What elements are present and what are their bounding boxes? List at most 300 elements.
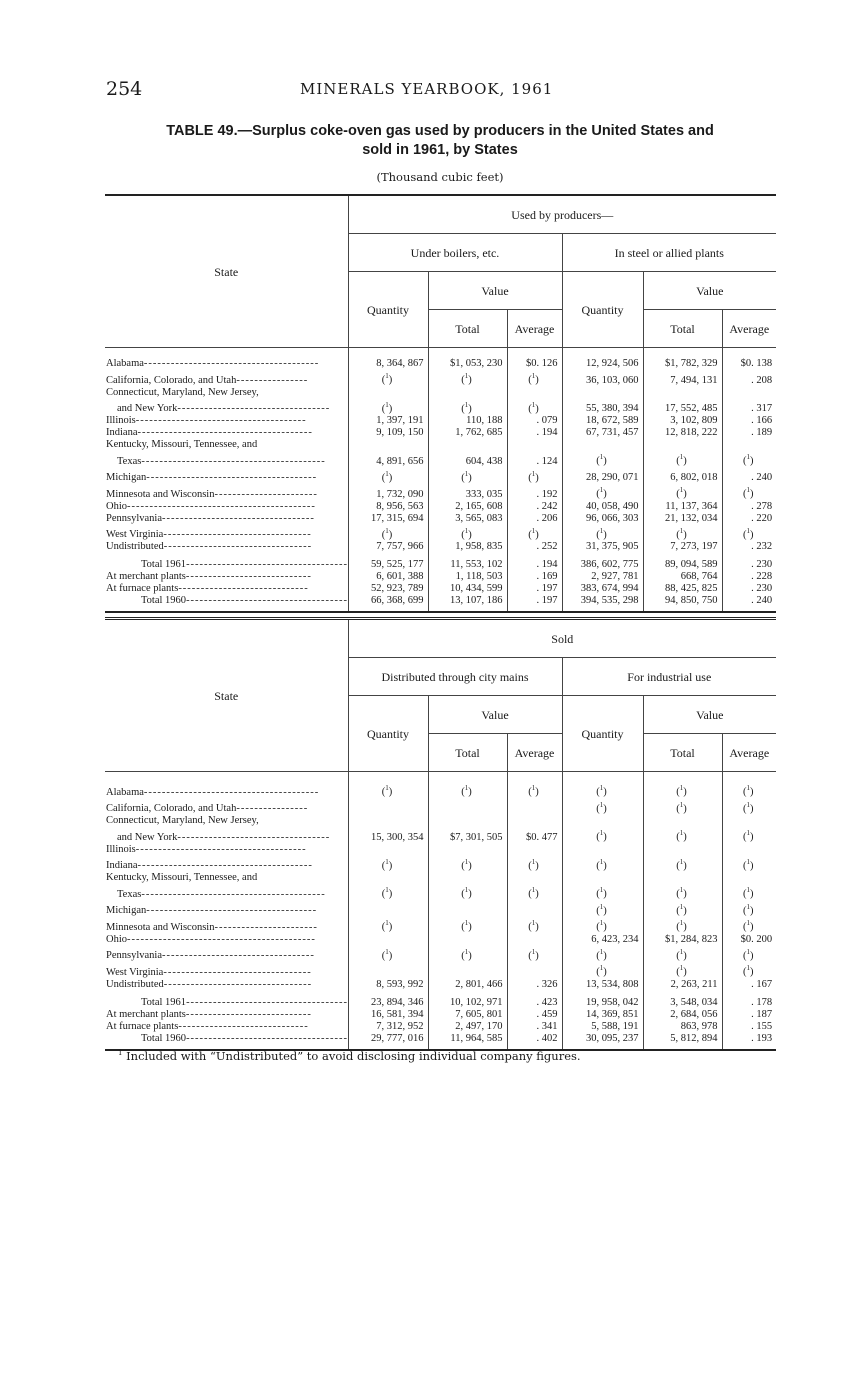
table-cell: [722, 815, 776, 827]
table-cell: 18, 672, 589: [562, 415, 643, 427]
row-label: Minnesota and Wisconsin-----------------------: [106, 921, 318, 933]
table-cell: ($^1$): [428, 782, 507, 799]
table-cell: 59, 525, 177: [348, 559, 428, 571]
table-cell: [643, 439, 722, 451]
row-label: West Virginia---------------------------------: [106, 966, 312, 978]
column-group-under-boilers: Under boilers, etc.: [348, 234, 562, 272]
table-cell: ($^1$): [643, 884, 722, 901]
table-row: [105, 571, 776, 583]
table-cell: [722, 439, 776, 451]
table-cell: 17, 315, 694: [348, 513, 428, 525]
table-cell: 52, 923, 789: [348, 583, 428, 595]
table-title-line-2: sold in 1961, by States: [362, 142, 518, 158]
table-cell: [507, 934, 562, 946]
column-header-average: Average: [507, 310, 562, 348]
table-cell: [428, 387, 507, 399]
table-units: (Thousand cubic feet): [376, 170, 504, 184]
column-group-sold: Sold: [348, 619, 776, 658]
table-cell: ($^1$): [428, 399, 507, 416]
row-label: California, Colorado, and Utah----------------: [106, 803, 309, 814]
row-label: Indiana---------------------------------------: [106, 860, 313, 871]
table-cell: ($^1$): [348, 856, 428, 873]
table-cell: 8, 593, 992: [348, 979, 428, 991]
table-cell: 13, 107, 186: [428, 595, 507, 612]
table-cell: . 240: [722, 468, 776, 485]
table-cell: 21, 132, 034: [643, 513, 722, 525]
row-label: Illinois--------------------------------------: [106, 843, 307, 855]
table-cell: [348, 799, 428, 816]
table-cell: [348, 962, 428, 979]
table-row: [105, 387, 776, 399]
table-cell: [507, 799, 562, 816]
table-cell: ($^1$): [643, 901, 722, 918]
table-cell: ($^1$): [562, 827, 643, 844]
table-row: [105, 451, 776, 468]
row-label: Kentucky, Missouri, Tennessee, and: [106, 439, 258, 450]
table-row: [105, 1021, 776, 1033]
table-cell: . 230: [722, 583, 776, 595]
table-row: [105, 501, 776, 513]
table-cell: 8, 956, 563: [348, 501, 428, 513]
table-cell: 29, 777, 016: [348, 1033, 428, 1050]
table-row: [105, 815, 776, 827]
table-cell: 386, 602, 775: [562, 559, 643, 571]
table-cell: ($^1$): [348, 884, 428, 901]
table-cell: 10, 434, 599: [428, 583, 507, 595]
row-label: Total 1961------------------------------------: [141, 559, 348, 570]
column-header-value: Value: [643, 272, 776, 310]
row-label: and New York----------------------------------: [117, 403, 331, 414]
column-header-quantity: Quantity: [348, 272, 428, 348]
row-label: At furnace plants-----------------------------: [106, 583, 309, 594]
table-cell: 2, 263, 211: [643, 979, 722, 991]
table-cell: 16, 581, 394: [348, 1009, 428, 1021]
table-cell: ($^1$): [562, 884, 643, 901]
table-cell: 2, 927, 781: [562, 571, 643, 583]
table-cell: 1, 762, 685: [428, 427, 507, 439]
table-cell: 2, 165, 608: [428, 501, 507, 513]
row-label: West Virginia---------------------------------: [106, 529, 312, 540]
table-cell: . 317: [722, 399, 776, 416]
table-cell: ($^1$): [348, 525, 428, 542]
table-cell: [507, 387, 562, 399]
table-cell: $1, 782, 329: [643, 358, 722, 370]
table-cell: . 169: [507, 571, 562, 583]
table-cell: . 252: [507, 541, 562, 553]
table-cell: ($^1$): [507, 525, 562, 542]
used-by-producers-table: [105, 194, 776, 613]
column-group-city-mains: Distributed through city mains: [348, 658, 562, 696]
table-cell: 1, 397, 191: [348, 415, 428, 427]
table-cell: [348, 815, 428, 827]
table-cell: ($^1$): [562, 962, 643, 979]
row-label: Pennsylvania----------------------------------: [106, 512, 315, 524]
table-row: [105, 884, 776, 901]
table-cell: . 197: [507, 595, 562, 612]
table-cell: ($^1$): [643, 525, 722, 542]
spacer-row: [105, 348, 776, 359]
column-header-quantity: Quantity: [348, 696, 428, 772]
row-label: California, Colorado, and Utah----------------: [106, 374, 309, 386]
table-cell: [428, 934, 507, 946]
row-label: Undistributed---------------------------------: [106, 541, 313, 552]
row-label: Pennsylvania----------------------------------: [106, 950, 315, 961]
table-cell: . 206: [507, 513, 562, 525]
table-cell: [643, 387, 722, 399]
table-cell: [562, 844, 643, 856]
row-label: Total 1961------------------------------------: [141, 996, 348, 1008]
table-cell: ($^1$): [722, 782, 776, 799]
table-cell: 40, 058, 490: [562, 501, 643, 513]
table-cell: [428, 901, 507, 918]
table-row: [105, 399, 776, 416]
column-header-value: Value: [428, 696, 562, 734]
table-cell: 7, 494, 131: [643, 370, 722, 387]
table-cell: 7, 273, 197: [643, 541, 722, 553]
table-cell: 28, 290, 071: [562, 468, 643, 485]
table-cell: . 192: [507, 484, 562, 501]
table-cell: ($^1$): [562, 484, 643, 501]
table-cell: 2, 684, 056: [643, 1009, 722, 1021]
table-cell: [348, 844, 428, 856]
table-cell: ($^1$): [643, 782, 722, 799]
table-cell: [507, 901, 562, 918]
table-cell: . 459: [507, 1009, 562, 1021]
table-cell: . 242: [507, 501, 562, 513]
table-cell: 31, 375, 905: [562, 541, 643, 553]
spacer-row: [105, 772, 776, 783]
table-cell: [428, 872, 507, 884]
table-cell: 66, 368, 699: [348, 595, 428, 612]
table-cell: $1, 284, 823: [643, 934, 722, 946]
table-cell: ($^1$): [507, 917, 562, 934]
table-row: [105, 799, 776, 816]
column-header-quantity: Quantity: [562, 696, 643, 772]
table-cell: $0. 126: [507, 358, 562, 370]
table-cell: 3, 102, 809: [643, 415, 722, 427]
table-title-line-1: TABLE 49.—Surplus coke-oven gas used by producers in the United States and: [166, 123, 714, 139]
table-cell: 94, 850, 750: [643, 595, 722, 612]
row-label: At merchant plants----------------------------: [106, 571, 312, 582]
table-cell: ($^1$): [643, 946, 722, 963]
table-cell: ($^1$): [348, 946, 428, 963]
table-cell: ($^1$): [643, 484, 722, 501]
table-cell: [643, 815, 722, 827]
table-cell: 668, 764: [643, 571, 722, 583]
table-cell: 67, 731, 457: [562, 427, 643, 439]
column-header-state: State: [105, 195, 348, 348]
table-cell: ($^1$): [722, 799, 776, 816]
table-cell: ($^1$): [643, 856, 722, 873]
table-row: [105, 827, 776, 844]
table-cell: 2, 497, 170: [428, 1021, 507, 1033]
table-cell: [428, 962, 507, 979]
table-cell: ($^1$): [348, 782, 428, 799]
table-cell: . 228: [722, 571, 776, 583]
table-cell: $0. 138: [722, 358, 776, 370]
table-cell: 30, 095, 237: [562, 1033, 643, 1050]
row-label: At merchant plants----------------------------: [106, 1008, 312, 1020]
table-cell: 1, 958, 835: [428, 541, 507, 553]
table-row: [105, 583, 776, 595]
table-row: [105, 525, 776, 542]
table-cell: . 326: [507, 979, 562, 991]
table-cell: 89, 094, 589: [643, 559, 722, 571]
table-cell: 8, 364, 867: [348, 358, 428, 370]
table-cell: 11, 553, 102: [428, 559, 507, 571]
table-cell: . 197: [507, 583, 562, 595]
running-title: MINERALS YEARBOOK, 1961: [300, 80, 554, 98]
column-group-industrial-use: For industrial use: [562, 658, 776, 696]
table-row: [105, 358, 776, 370]
table-cell: [428, 439, 507, 451]
table-cell: [722, 872, 776, 884]
table-cell: 6, 601, 388: [348, 571, 428, 583]
table-cell: [348, 439, 428, 451]
table-cell: 7, 605, 801: [428, 1009, 507, 1021]
table-cell: . 230: [722, 559, 776, 571]
table-row: [105, 468, 776, 485]
table-cell: . 232: [722, 541, 776, 553]
row-label: Illinois--------------------------------------: [106, 415, 307, 426]
table-cell: 36, 103, 060: [562, 370, 643, 387]
table-cell: . 189: [722, 427, 776, 439]
table-row: [105, 370, 776, 387]
table-row: [105, 595, 776, 612]
table-cell: . 166: [722, 415, 776, 427]
table-row: [105, 484, 776, 501]
table-cell: . 341: [507, 1021, 562, 1033]
column-header-total: Total: [643, 734, 722, 772]
column-header-average: Average: [507, 734, 562, 772]
table-cell: ($^1$): [428, 917, 507, 934]
table-cell: ($^1$): [428, 468, 507, 485]
table-cell: . 124: [507, 451, 562, 468]
row-label: Minnesota and Wisconsin-----------------------: [106, 488, 318, 500]
table-row: [105, 901, 776, 918]
table-cell: ($^1$): [428, 525, 507, 542]
table-cell: ($^1$): [722, 901, 776, 918]
column-header-total: Total: [643, 310, 722, 348]
table-cell: [428, 844, 507, 856]
table-cell: ($^1$): [507, 399, 562, 416]
row-label: Indiana---------------------------------------: [106, 427, 313, 438]
column-header-average: Average: [722, 310, 776, 348]
table-cell: ($^1$): [643, 917, 722, 934]
row-label: Connecticut, Maryland, New Jersey,: [106, 815, 259, 826]
table-cell: 7, 757, 966: [348, 541, 428, 553]
table-cell: 3, 565, 083: [428, 513, 507, 525]
row-label: and New York----------------------------------: [117, 831, 331, 843]
table-cell: ($^1$): [643, 962, 722, 979]
table-cell: [348, 387, 428, 399]
table-cell: [348, 901, 428, 918]
table-cell: [507, 872, 562, 884]
footnote: $^1$ Included with “Undistributed” to avoid disclosing individual company figures.: [118, 1049, 581, 1063]
table-cell: ($^1$): [428, 370, 507, 387]
table-row: [105, 415, 776, 427]
table-cell: ($^1$): [562, 917, 643, 934]
table-cell: ($^1$): [722, 451, 776, 468]
table-cell: [562, 872, 643, 884]
table-row: [105, 856, 776, 873]
table-cell: 6, 802, 018: [643, 468, 722, 485]
table-cell: 12, 924, 506: [562, 358, 643, 370]
page-header: [106, 78, 776, 104]
table-row: [105, 782, 776, 799]
table-cell: 17, 552, 485: [643, 399, 722, 416]
column-header-total: Total: [428, 734, 507, 772]
table-cell: . 178: [722, 997, 776, 1009]
table-row: [105, 917, 776, 934]
table-cell: . 278: [722, 501, 776, 513]
table-cell: ($^1$): [428, 884, 507, 901]
table-cell: 15, 300, 354: [348, 827, 428, 844]
row-label: Alabama---------------------------------------: [106, 358, 320, 369]
table-cell: [643, 872, 722, 884]
table-cell: [348, 872, 428, 884]
table-cell: [643, 844, 722, 856]
table-cell: ($^1$): [643, 799, 722, 816]
table-cell: 863, 978: [643, 1021, 722, 1033]
table-cell: [428, 815, 507, 827]
row-label: Ohio------------------------------------------: [106, 500, 316, 512]
table-row: [105, 934, 776, 946]
table-cell: $7, 301, 505: [428, 827, 507, 844]
row-label: Undistributed---------------------------------: [106, 978, 313, 990]
table-row: [105, 1033, 776, 1050]
table-cell: . 220: [722, 513, 776, 525]
row-label: Texas-----------------------------------------: [117, 888, 326, 900]
table-cell: 394, 535, 298: [562, 595, 643, 612]
table-cell: 19, 958, 042: [562, 997, 643, 1009]
table-cell: 604, 438: [428, 451, 507, 468]
column-group-steel-plants: In steel or allied plants: [562, 234, 776, 272]
table-cell: . 194: [507, 559, 562, 571]
table-cell: ($^1$): [722, 962, 776, 979]
table-cell: . 423: [507, 997, 562, 1009]
table-cell: ($^1$): [507, 946, 562, 963]
row-label: Alabama---------------------------------------: [106, 786, 320, 798]
table-row: [105, 439, 776, 451]
column-header-value: Value: [428, 272, 562, 310]
row-label: Total 1960------------------------------------: [105, 1033, 348, 1050]
table-cell: $0. 477: [507, 827, 562, 844]
table-cell: 2, 801, 466: [428, 979, 507, 991]
table-cell: ($^1$): [643, 451, 722, 468]
table-cell: ($^1$): [643, 827, 722, 844]
table-cell: 10, 102, 971: [428, 997, 507, 1009]
table-cell: ($^1$): [722, 856, 776, 873]
table-cell: ($^1$): [722, 946, 776, 963]
table-cell: ($^1$): [348, 468, 428, 485]
table-cell: 1, 732, 090: [348, 484, 428, 501]
table-cell: [507, 815, 562, 827]
table-cell: . 167: [722, 979, 776, 991]
table-cell: 6, 423, 234: [562, 934, 643, 946]
row-label: Total 1960------------------------------------: [105, 595, 348, 612]
table-cell: ($^1$): [562, 782, 643, 799]
table-cell: ($^1$): [562, 799, 643, 816]
table-cell: [722, 844, 776, 856]
sold-table: [105, 617, 776, 1051]
table-cell: ($^1$): [722, 525, 776, 542]
table-cell: ($^1$): [507, 782, 562, 799]
table-row: [105, 513, 776, 525]
table-row: [105, 427, 776, 439]
table-cell: 12, 818, 222: [643, 427, 722, 439]
table-cell: 11, 137, 364: [643, 501, 722, 513]
table-cell: 333, 035: [428, 484, 507, 501]
table-row: [105, 872, 776, 884]
table-cell: . 155: [722, 1021, 776, 1033]
column-header-total: Total: [428, 310, 507, 348]
table-cell: 14, 369, 851: [562, 1009, 643, 1021]
table-cell: . 402: [507, 1033, 562, 1050]
table-cell: [562, 815, 643, 827]
column-group-used-by-producers: Used by producers—: [348, 195, 776, 234]
table-cell: [507, 844, 562, 856]
table-cell: ($^1$): [428, 856, 507, 873]
table-cell: 7, 312, 952: [348, 1021, 428, 1033]
table-cell: ($^1$): [562, 451, 643, 468]
table-cell: ($^1$): [562, 901, 643, 918]
table-cell: ($^1$): [722, 484, 776, 501]
row-label: Michigan--------------------------------------: [106, 472, 318, 483]
table-cell: 3, 548, 034: [643, 997, 722, 1009]
column-header-quantity: Quantity: [562, 272, 643, 348]
table-title: [100, 122, 780, 160]
table-body: [105, 348, 776, 613]
table-cell: 11, 964, 585: [428, 1033, 507, 1050]
table-row: [105, 962, 776, 979]
table-cell: . 187: [722, 1009, 776, 1021]
table-cell: $1, 053, 230: [428, 358, 507, 370]
table-cell: . 079: [507, 415, 562, 427]
table-cell: ($^1$): [722, 884, 776, 901]
table-cell: ($^1$): [507, 468, 562, 485]
column-header-state: State: [105, 619, 348, 772]
table-row: [105, 1009, 776, 1021]
row-label: Michigan--------------------------------------: [106, 905, 318, 916]
table-body: [105, 772, 776, 1050]
table-cell: 96, 066, 303: [562, 513, 643, 525]
row-label: Connecticut, Maryland, New Jersey,: [106, 386, 259, 398]
table-cell: ($^1$): [722, 827, 776, 844]
table-cell: 13, 534, 808: [562, 979, 643, 991]
table-row: [105, 541, 776, 553]
table-row: [105, 844, 776, 856]
table-cell: ($^1$): [507, 884, 562, 901]
table-cell: . 208: [722, 370, 776, 387]
row-label: At furnace plants-----------------------------: [106, 1020, 309, 1032]
table-cell: ($^1$): [348, 370, 428, 387]
table-row: [105, 946, 776, 963]
table-row: [105, 559, 776, 571]
column-header-value: Value: [643, 696, 776, 734]
column-header-average: Average: [722, 734, 776, 772]
table-cell: 5, 812, 894: [643, 1033, 722, 1050]
table-cell: ($^1$): [507, 856, 562, 873]
table-cell: . 194: [507, 427, 562, 439]
table-cell: 1, 118, 503: [428, 571, 507, 583]
table-cell: [722, 387, 776, 399]
table-cell: ($^1$): [348, 399, 428, 416]
table-cell: [507, 439, 562, 451]
table-cell: $0. 200: [722, 934, 776, 946]
table-cell: 55, 380, 394: [562, 399, 643, 416]
table-cell: . 193: [722, 1033, 776, 1050]
